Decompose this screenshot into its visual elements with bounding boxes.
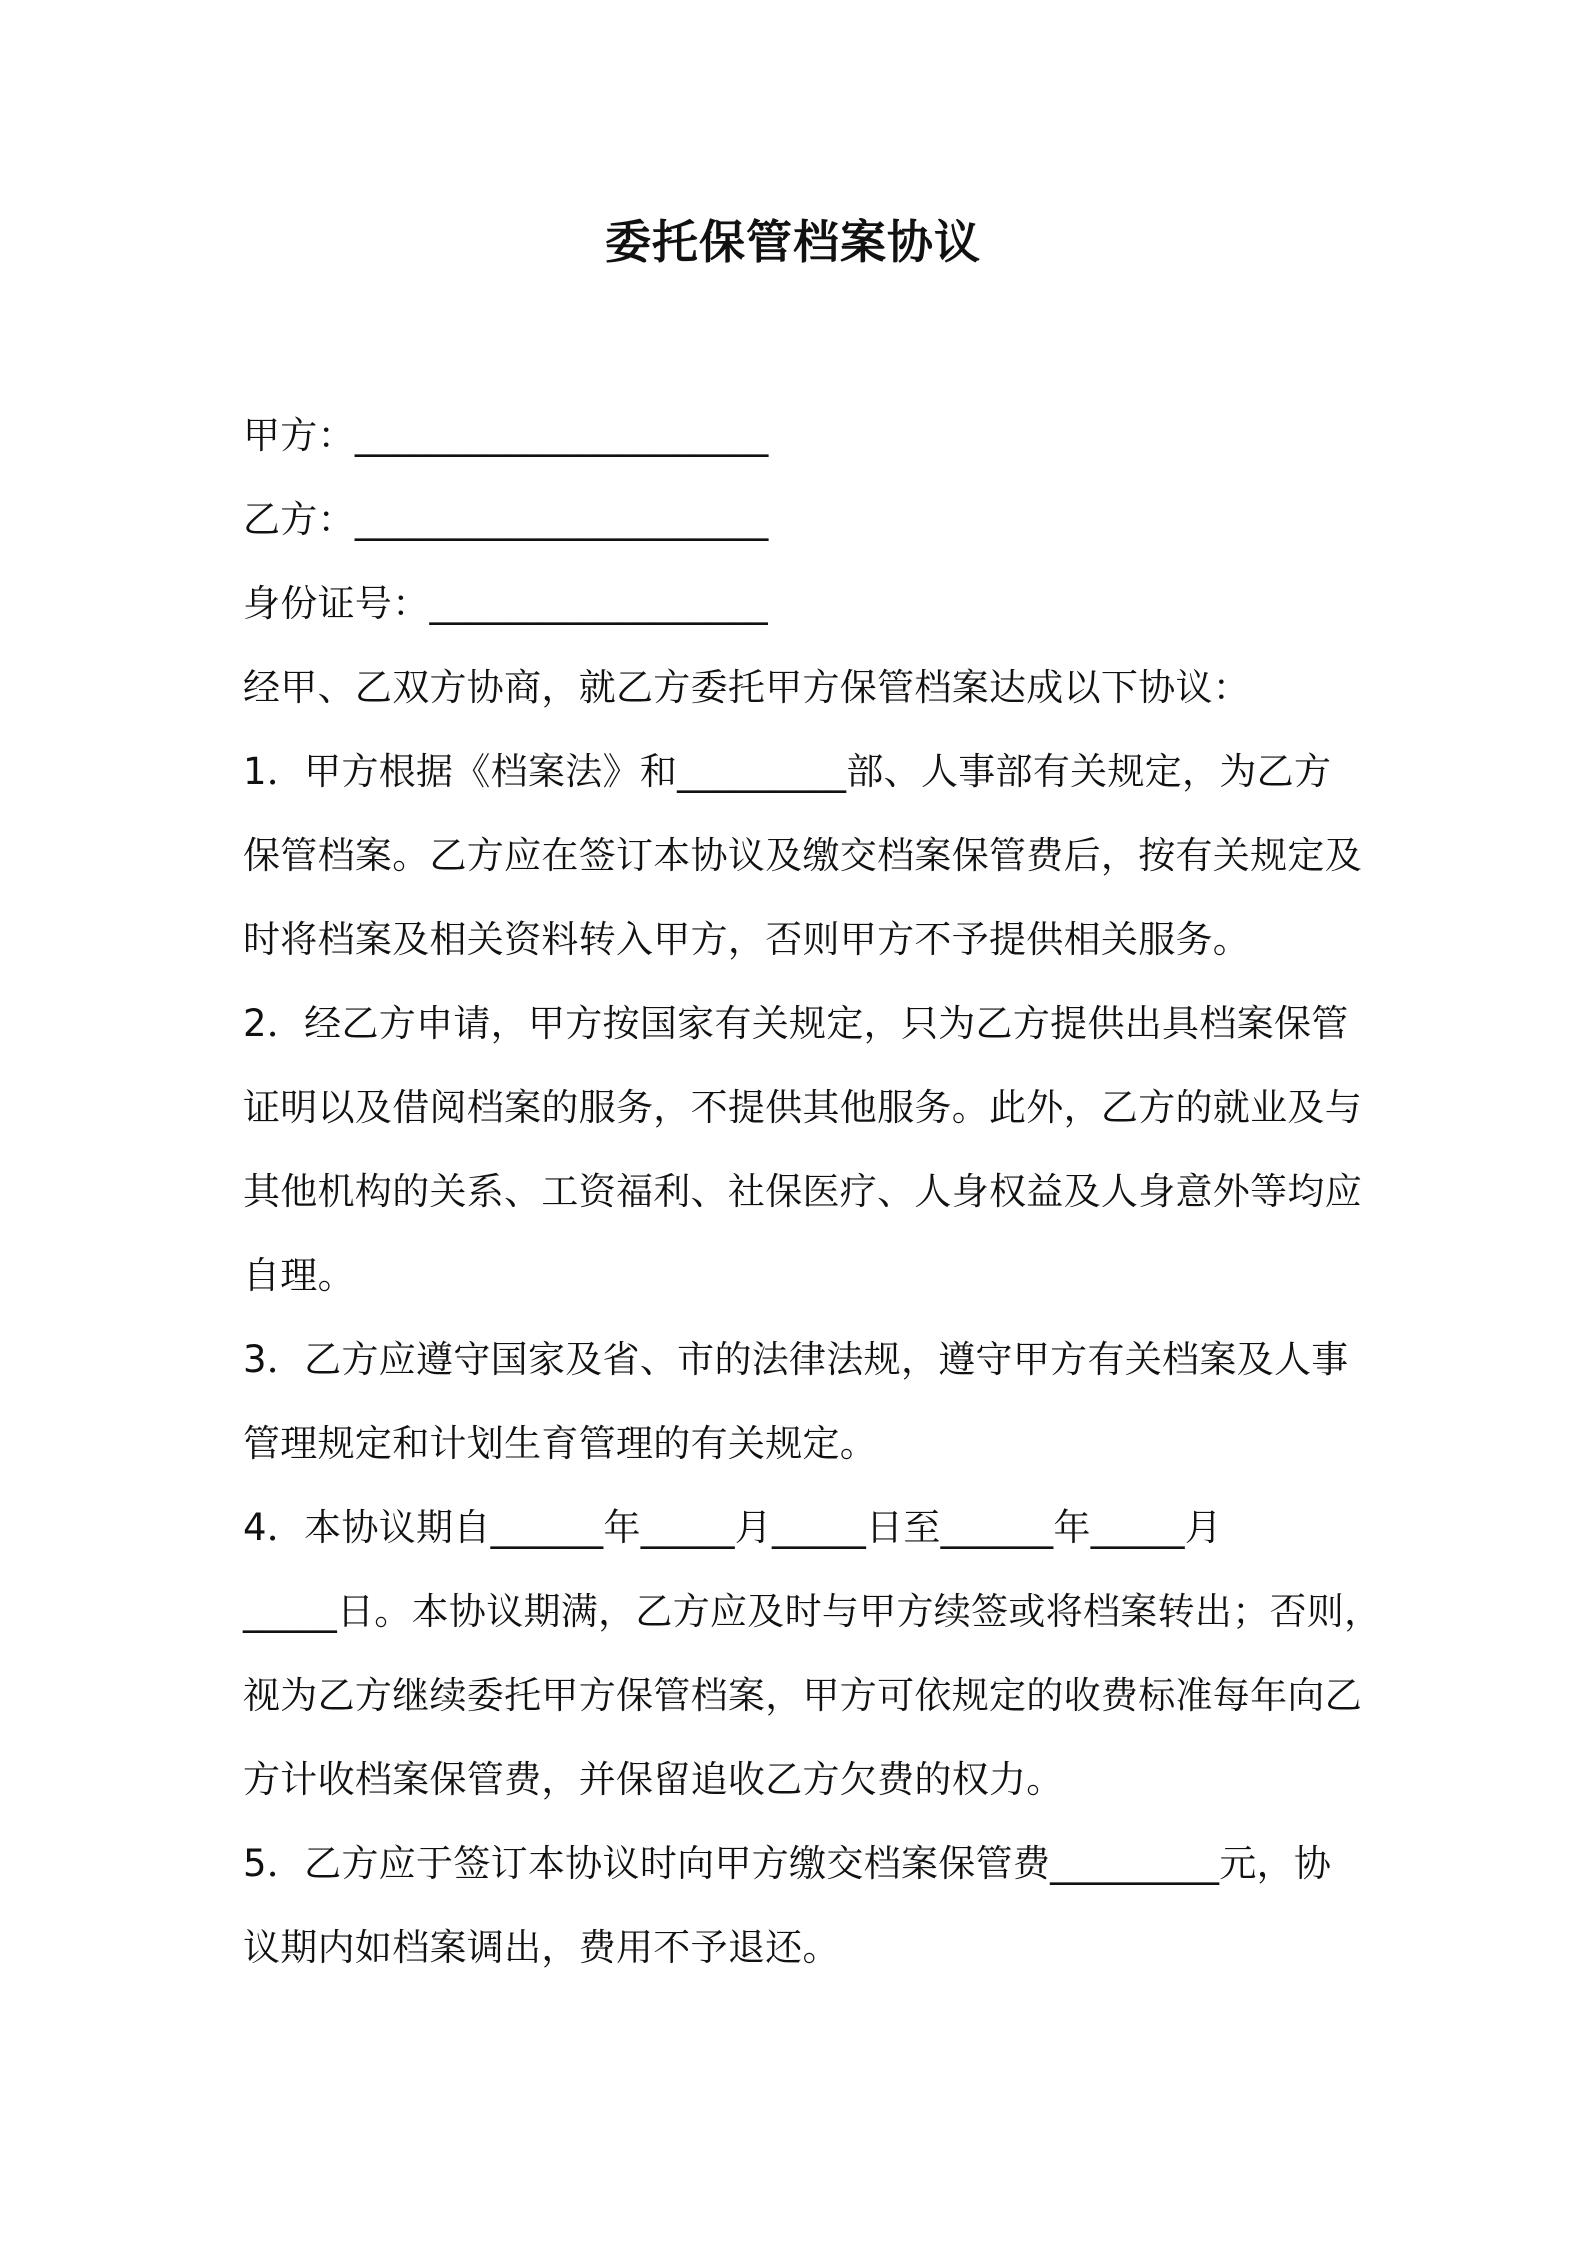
id-number-line: 身份证号：__________________ (243, 582, 768, 625)
clause-4-line-2: _____日。本协议期满，乙方应及时与甲方续签或将档案转出；否则， (243, 1590, 1382, 1633)
party-b-line: 乙方：______________________ (243, 498, 769, 541)
clause-5-line-1: 5．乙方应于签订本协议时向甲方缴交档案保管费_________元，协 (243, 1842, 1332, 1885)
party-a-line: 甲方：______________________ (243, 414, 769, 457)
clause-3-line-1: 3．乙方应遵守国家及省、市的法律法规，遵守甲方有关档案及人事 (243, 1338, 1349, 1381)
preamble-line: 经甲、乙双方协商，就乙方委托甲方保管档案达成以下协议： (243, 666, 1251, 709)
clause-4-line-3: 视为乙方继续委托甲方保管档案，甲方可依规定的收费标准每年向乙 (243, 1674, 1362, 1717)
clause-3-line-2: 管理规定和计划生育管理的有关规定。 (243, 1422, 878, 1465)
clause-4-line-1: 4．本协议期自______年_____月_____日至______年_____月 (243, 1506, 1223, 1549)
clause-4-line-4: 方计收档案保管费，并保留追收乙方欠费的权力。 (243, 1758, 1064, 1801)
clause-2-line-2: 证明以及借阅档案的服务，不提供其他服务。此外，乙方的就业及与 (243, 1086, 1362, 1129)
clause-1-line-2: 保管档案。乙方应在签订本协议及缴交档案保管费后，按有关规定及 (243, 834, 1362, 877)
clause-1-line-1: 1．甲方根据《档案法》和_________部、人事部有关规定，为乙方 (243, 750, 1332, 793)
clause-2-line-4: 自理。 (243, 1254, 355, 1297)
document-title: 委托保管档案协议 (605, 215, 981, 269)
clause-2-line-3: 其他机构的关系、工资福利、社保医疗、人身权益及人身意外等均应 (243, 1170, 1362, 1213)
clause-1-line-3: 时将档案及相关资料转入甲方，否则甲方不予提供相关服务。 (243, 918, 1251, 961)
clause-5-line-2: 议期内如档案调出，费用不予退还。 (243, 1926, 840, 1969)
clause-2-line-1: 2．经乙方申请，甲方按国家有关规定，只为乙方提供出具档案保管 (243, 1002, 1349, 1045)
